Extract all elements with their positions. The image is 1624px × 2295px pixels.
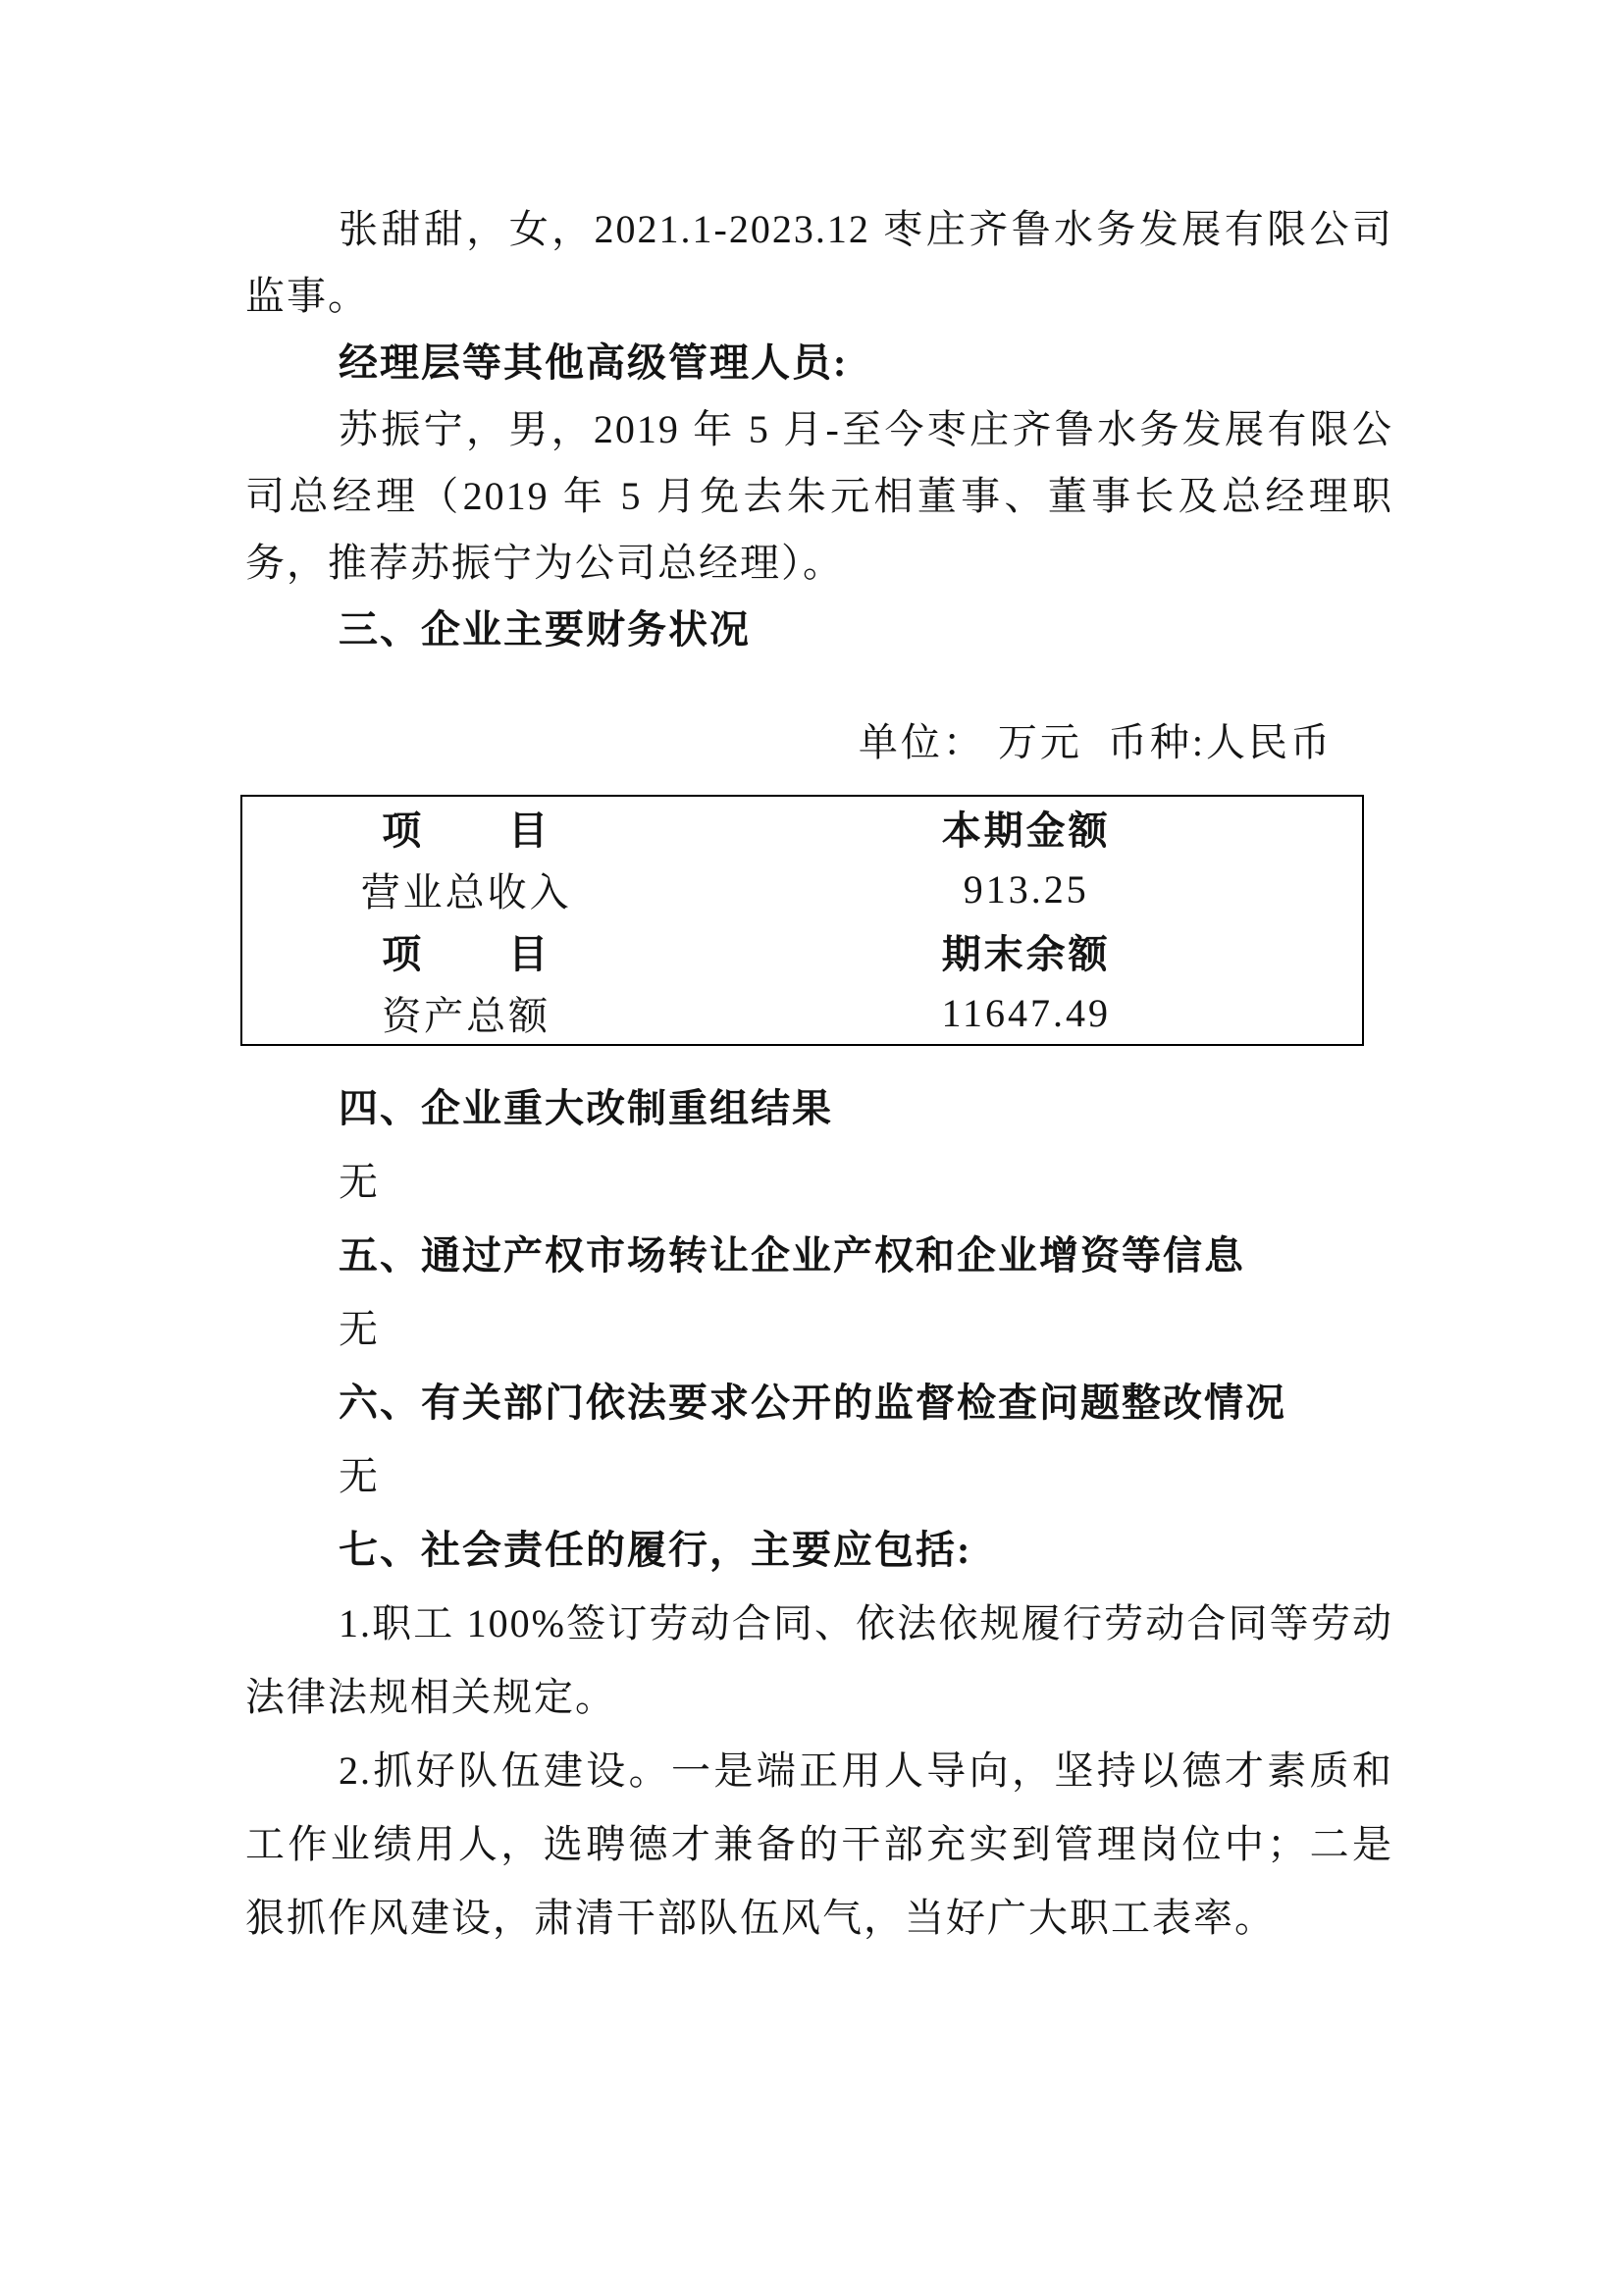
finance-table-header-item-2: 项 目 [382, 932, 551, 976]
finance-table-header-current-amount: 本期金额 [941, 808, 1111, 853]
heading-section-7-social-responsibility: 七、社会责任的履行，主要应包括: [339, 1528, 972, 1572]
heading-managers: 经理层等其他高级管理人员: [339, 340, 849, 385]
finance-table [240, 795, 1364, 1046]
finance-table-header-row-current [241, 796, 1363, 859]
finance-table-row-revenue [241, 859, 1363, 920]
paragraph-social-responsibility-1: 1.职工 100%签订劳动合同、依法依规履行劳动合同等劳动法律法规相关规定。 [245, 1601, 1393, 1719]
paragraph-supervisor: 张甜甜，女，2021.1-2023.12 枣庄齐鲁水务发展有限公司监事。 [245, 207, 1393, 318]
section-4-none: 无 [339, 1160, 380, 1204]
section-5-none: 无 [339, 1307, 380, 1351]
heading-section-4-restructuring: 四、企业重大改制重组结果 [339, 1086, 833, 1130]
finance-table-cell-assets-label: 资产总额 [382, 994, 551, 1038]
finance-table-row-assets [241, 982, 1363, 1045]
finance-table-header-ending-balance: 期末余额 [941, 932, 1111, 976]
section-6-none: 无 [339, 1454, 380, 1498]
finance-table-cell-revenue-label: 营业总收入 [360, 870, 572, 914]
finance-table-cell-revenue-value: 913.25 [963, 867, 1089, 912]
heading-section-3-finance: 三、企业主要财务状况 [339, 607, 751, 652]
finance-table-header-row-ending [241, 920, 1363, 982]
paragraph-general-manager: 苏振宁，男，2019 年 5 月-至今枣庄齐鲁水务发展有限公司总经理（2019 年 5 月免去朱元相董事、董事长及总经理职务，推荐苏振宁为公司总经理）。 [245, 407, 1393, 585]
paragraph-social-responsibility-2: 2.抓好队伍建设。一是端正用人导向，坚持以德才素质和工作业绩用人，选聘德才兼备的干部充实到管理岗位中；二是狠抓作风建设，肃清干部队伍风气，当好广大职工表率。 [245, 1748, 1393, 1940]
finance-table-cell-assets-value: 11647.49 [941, 991, 1111, 1035]
heading-section-5-property-rights: 五、通过产权市场转让企业产权和企业增资等信息 [339, 1233, 1245, 1278]
heading-section-6-supervision: 六、有关部门依法要求公开的监督检查问题整改情况 [339, 1381, 1286, 1425]
finance-table-header-item: 项 目 [382, 808, 551, 853]
unit-currency-note: 单位： 万元 币种:人民币 [858, 720, 1333, 764]
